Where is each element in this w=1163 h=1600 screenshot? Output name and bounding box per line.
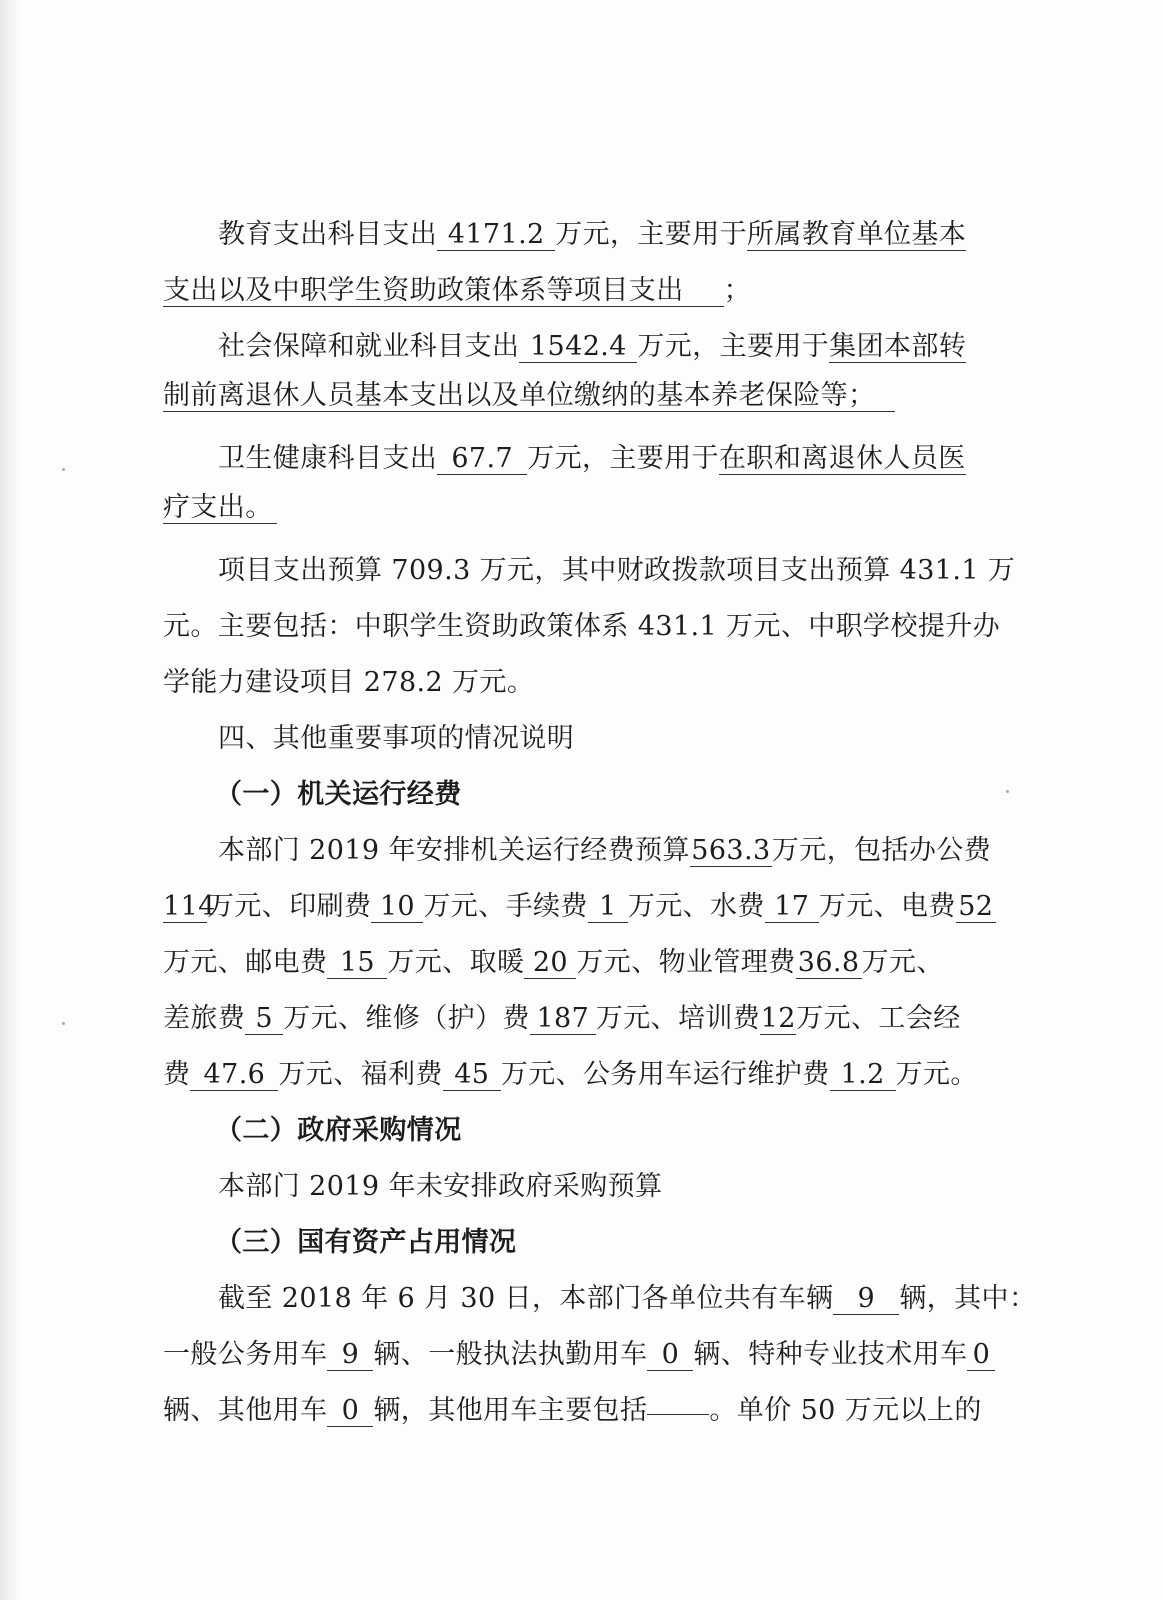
scan-speck: [62, 1022, 65, 1025]
social-purpose-cont: 制前离退休人员基本支出以及单位缴纳的基本养老保险等；: [163, 381, 895, 412]
water-amount: 17: [765, 892, 819, 923]
health-purpose-cont: 疗支出。: [163, 493, 277, 524]
paragraph-edu-line1: [218, 212, 966, 251]
text: 差旅费: [163, 1003, 246, 1034]
text: 万元、物业管理费: [576, 947, 796, 978]
enforcement-vehicles: 0: [647, 1340, 693, 1371]
text: 一般公务用车: [163, 1339, 328, 1370]
paragraph-project-line2: 元。主要包括：中职学生资助政策体系 431.1 万元、中职学校提升办: [163, 611, 1001, 642]
property-amount: 36.8: [796, 948, 862, 979]
subheading-running-costs: （一）机关运行经费: [215, 779, 462, 810]
text: 辆，其中：: [899, 1283, 1037, 1314]
paragraph-social-line2: [163, 380, 895, 412]
other-vehicles-blank: [647, 1388, 709, 1415]
health-amount: 67.7: [437, 444, 527, 475]
text: 万元。: [895, 1059, 978, 1090]
special-vehicles: 0: [967, 1340, 995, 1371]
paragraph-assets-line3: [163, 1388, 982, 1427]
edu-purpose-cont: 支出以及中职学生资助政策体系等项目支出: [163, 276, 724, 307]
scan-edge-shadow: [0, 0, 22, 1600]
repair-amount: 187: [530, 1004, 596, 1035]
text: 。单价 50 万元以上的: [709, 1395, 982, 1426]
office-amount: 114: [163, 891, 216, 922]
text: ；: [723, 275, 752, 306]
welfare-amount: 45: [443, 1060, 501, 1091]
edu-amount: 4171.2: [437, 220, 555, 251]
social-amount: 1542.4: [519, 332, 637, 363]
text: 万元、培训费: [595, 1003, 761, 1034]
paragraph-social-line1: [218, 324, 966, 363]
paragraph-running-line3: [163, 940, 944, 979]
text: 万元、手续费: [423, 891, 588, 922]
fees-amount: 1: [588, 892, 628, 923]
text: 辆、一般执法执勤用车: [373, 1339, 648, 1370]
heating-amount: 20: [524, 948, 576, 979]
text: 卫生健康科目支出: [218, 443, 438, 474]
text: 万元、福利费: [278, 1059, 443, 1090]
text: 万元、维修（护）费: [283, 1003, 530, 1034]
text: 万元、邮电费: [163, 947, 328, 978]
text: 万元、印刷费: [207, 891, 372, 922]
postal-amount: 15: [327, 948, 387, 979]
health-purpose: 在职和离退休人员医: [719, 443, 966, 474]
paragraph-assets-line1: [218, 1276, 1036, 1315]
paragraph-running-line2: [163, 884, 996, 923]
text: 辆、特种专业技术用车: [693, 1339, 968, 1370]
union-amount: 47.6: [190, 1060, 278, 1091]
text: 万元、: [861, 947, 944, 978]
section-heading-4: 四、其他重要事项的情况说明: [218, 723, 575, 754]
text: 万元、工会经: [796, 1003, 961, 1034]
paragraph-health-line2: [163, 492, 277, 524]
text: 万元，包括办公费: [771, 835, 992, 866]
paragraph-running-line4: [163, 996, 961, 1035]
text: 社会保障和就业科目支出: [218, 331, 520, 362]
official-vehicles: 9: [327, 1340, 373, 1371]
paragraph-running-line5: [163, 1052, 978, 1091]
paragraph-project-line3: 学能力建设项目 278.2 万元。: [163, 667, 535, 698]
text: 万元，主要用于: [555, 219, 748, 250]
paragraph-edu-line2: [163, 268, 751, 307]
social-purpose: 集团本部转: [829, 331, 967, 362]
paragraph-running-line1: [218, 828, 991, 867]
text: 万元，主要用于: [527, 443, 720, 474]
scan-speck: [62, 468, 65, 471]
other-vehicles: 0: [327, 1396, 373, 1427]
paragraph-procurement: 本部门 2019 年未安排政府采购预算: [218, 1171, 663, 1202]
printing-amount: 10: [371, 892, 423, 923]
vehicle-amount: 1.2: [830, 1060, 896, 1091]
running-total: 563.3: [691, 835, 771, 866]
text: 万元、取暖: [387, 947, 525, 978]
subheading-procurement: （二）政府采购情况: [215, 1115, 462, 1146]
text: 教育支出科目支出: [218, 219, 438, 250]
electricity-amount: 52: [956, 892, 996, 923]
subheading-assets: （三）国有资产占用情况: [215, 1227, 517, 1258]
paragraph-health-line1: [218, 436, 966, 475]
paragraph-assets-line2: [163, 1332, 995, 1371]
vehicle-total: 9: [833, 1284, 899, 1315]
paragraph-project-line1: 项目支出预算 709.3 万元，其中财政拨款项目支出预算 431.1 万: [218, 555, 1016, 586]
edu-purpose: 所属教育单位基本: [747, 219, 967, 250]
text: 费: [163, 1059, 191, 1090]
text: 辆，其他用车主要包括: [373, 1395, 648, 1426]
text: 本部门 2019 年安排机关运行经费预算: [218, 835, 690, 866]
text: 万元、公务用车运行维护费: [500, 1059, 830, 1090]
text: 万元、电费: [818, 891, 956, 922]
text: 万元，主要用于: [637, 331, 830, 362]
text: 辆、其他用车: [163, 1395, 328, 1426]
scan-speck: [1006, 790, 1009, 793]
travel-amount: 5: [245, 1004, 283, 1035]
training-amount: 12: [760, 1003, 796, 1034]
text: 截至 2018 年 6 月 30 日，本部门各单位共有车辆: [218, 1283, 834, 1314]
text: 万元、水费: [627, 891, 765, 922]
